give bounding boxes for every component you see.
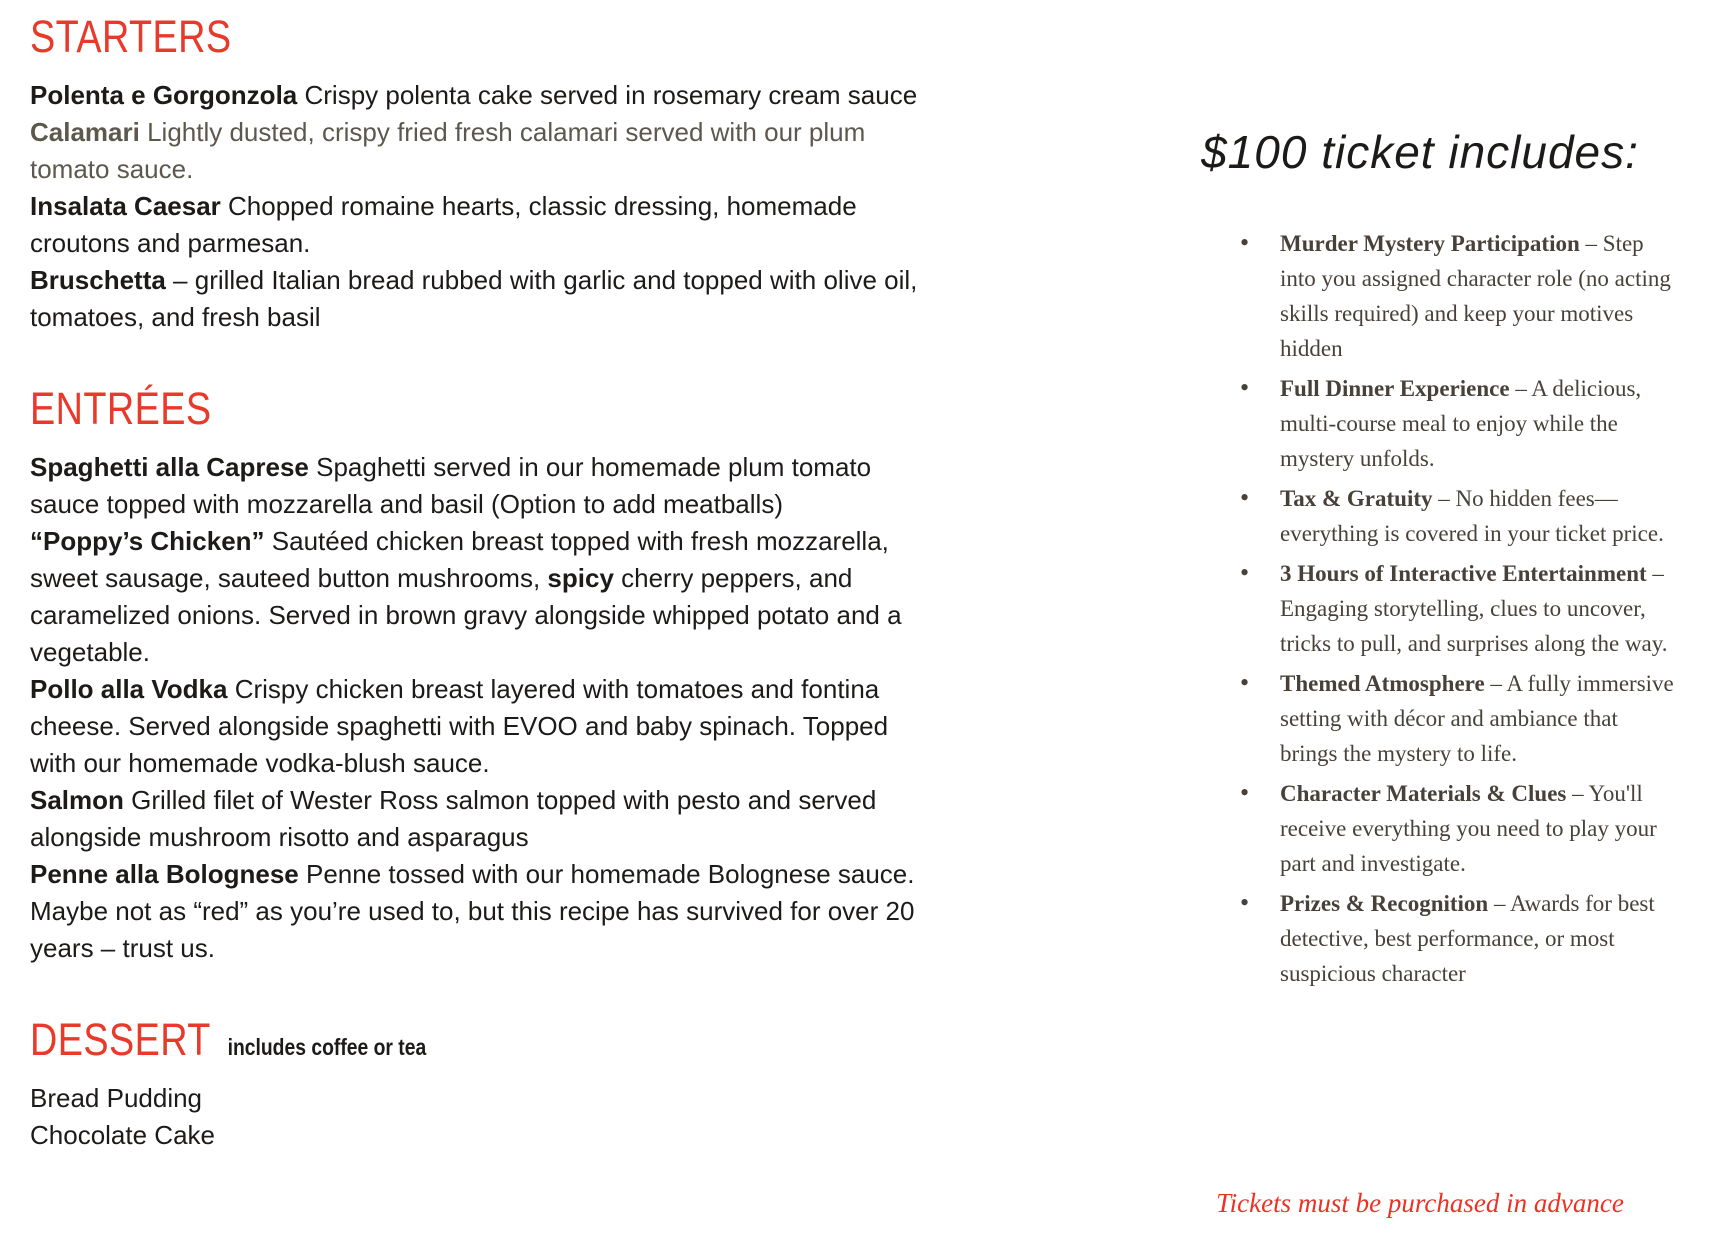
menu-item-segment: Chopped romaine hearts, classic dressing, homemade croutons and parmesan. — [30, 191, 857, 258]
menu-item-text — [30, 785, 876, 852]
menu-item-text — [30, 191, 857, 258]
ticket-benefit-title: Themed Atmosphere — [1280, 671, 1485, 696]
menu-items — [30, 449, 935, 967]
ticket-benefit-text: – You'll receive everything you need to play your part and investigate. — [1280, 781, 1657, 876]
menu-item — [30, 782, 935, 856]
section-title — [30, 383, 935, 439]
section-title-word: STARTERS — [30, 11, 232, 62]
menu-item-segment: “Poppy’s Chicken” — [30, 526, 272, 556]
ticket-benefit-item — [1280, 886, 1680, 991]
menu-item-segment: Calamari — [30, 117, 148, 147]
menu-item-segment: Lightly dusted, crispy fried fresh calamari served with our plum tomato sauce. — [30, 117, 866, 184]
ticket-benefit-item — [1280, 371, 1680, 476]
menu-items — [30, 77, 935, 336]
menu-item-text — [30, 265, 917, 332]
menu-section — [30, 11, 935, 336]
menu-item-segment: Grilled filet of Wester Ross salmon topped with pesto and served alongside mushroom risotto and asparagus — [30, 785, 877, 852]
menu-item — [30, 1080, 935, 1117]
menu-item-segment: spicy — [547, 563, 622, 593]
section-title-word: ENTRÉES — [30, 383, 212, 434]
ticket-benefit-title: Tax & Gratuity — [1280, 486, 1433, 511]
ticket-benefit-text: – A fully immersive setting with décor and ambiance that brings the mystery to life. — [1280, 671, 1674, 766]
ticket-benefit-item — [1280, 776, 1680, 881]
menu-item-segment: Penne tossed with our homemade Bolognese sauce. Maybe not as “red” as you’re used to, but this recipe has survived for over 20 years – trust us. — [30, 859, 915, 963]
menu-item-text — [30, 452, 871, 519]
bullet-icon — [1240, 480, 1249, 516]
ticket-benefit-text: – A delicious, multi-course meal to enjoy while the mystery unfolds. — [1280, 376, 1642, 471]
menu-item-segment: Spaghetti served in our homemade plum tomato sauce topped with mozzarella and basil (Option to add meatballs) — [30, 452, 872, 519]
menu-item — [30, 188, 935, 262]
section-title-text — [30, 383, 228, 439]
ticket-benefit-item — [1280, 666, 1680, 771]
bullet-icon — [1240, 225, 1249, 261]
section-title-suffix: includes coffee or tea — [227, 1034, 427, 1060]
menu-section — [30, 383, 935, 967]
menu-section — [30, 1014, 935, 1154]
menu-item-segment: Bread Pudding — [30, 1083, 203, 1113]
ticket-benefit-title: Prizes & Recognition — [1280, 891, 1489, 916]
menu-item-text — [30, 1083, 202, 1113]
menu-item-segment: Crispy chicken breast layered with tomatoes and fontina cheese. Served alongside spaghetti with EVOO and baby spinach. Topped with our homemade vodka-blush sauce. — [30, 674, 889, 778]
ticket-benefit-text: – Step into you assigned character role (no acting skills required) and keep your motives hidden — [1280, 231, 1671, 361]
section-title-text — [30, 11, 248, 67]
menu-item-text — [30, 117, 865, 184]
menu-item-segment: Crispy polenta cake served in rosemary cream sauce — [304, 80, 918, 110]
menu-item-segment: Salmon — [30, 785, 132, 815]
menu-item-segment: Spaghetti alla Caprese — [30, 452, 317, 482]
ticket-benefit-text: – No hidden fees—everything is covered in your ticket price. — [1280, 486, 1664, 546]
menu-item — [30, 856, 935, 967]
menu-column — [30, 11, 935, 1204]
ticket-benefit-text: – Engaging storytelling, clues to uncover, tricks to pull, and surprises along the way. — [1280, 561, 1668, 656]
ticket-benefit-item — [1280, 226, 1680, 366]
menu-item-segment: Bruschetta — [30, 265, 174, 295]
ticket-benefit-title: Full Dinner Experience — [1280, 376, 1510, 401]
menu-item-segment: cherry peppers, and caramelized onions. Served in brown gravy alongside whipped potato and a vegetable. — [30, 563, 902, 667]
ticket-benefit-item — [1280, 556, 1680, 661]
menu-item — [30, 77, 935, 114]
menu-item-text — [30, 1120, 215, 1150]
menu-item-text — [30, 526, 902, 667]
section-title-text — [30, 1014, 427, 1070]
ticket-panel — [1160, 124, 1680, 996]
bullet-icon — [1240, 775, 1249, 811]
ticket-benefit-title: Murder Mystery Participation — [1280, 231, 1580, 256]
menu-item-segment: Pollo alla Vodka — [30, 674, 235, 704]
menu-item-segment: Chocolate Cake — [30, 1120, 215, 1150]
section-title — [30, 1014, 935, 1070]
menu-item-text — [30, 859, 914, 963]
bullet-icon — [1240, 555, 1249, 591]
ticket-benefit-item — [1280, 481, 1680, 551]
menu-item-segment: Polenta e Gorgonzola — [30, 80, 305, 110]
ticket-benefit-title: Character Materials & Clues — [1280, 781, 1567, 806]
menu-item — [30, 523, 935, 671]
menu-items — [30, 1080, 935, 1154]
menu-item-segment: Penne alla Bolognese — [30, 859, 306, 889]
advance-purchase-note: Tickets must be purchased in advance — [1216, 1188, 1624, 1218]
ticket-benefit-text: – Awards for best detective, best performance, or most suspicious character — [1280, 891, 1655, 986]
menu-item-segment: Insalata Caesar — [30, 191, 229, 221]
menu-item-text — [30, 80, 917, 110]
ticket-benefits-list — [1160, 226, 1680, 991]
menu-item-text — [30, 674, 888, 778]
section-title — [30, 11, 935, 67]
menu-item — [30, 114, 935, 188]
menu-item-segment: Sautéed chicken breast topped with fresh mozzarella, sweet sausage, sauteed button mushrooms, — [30, 526, 889, 593]
ticket-heading: $100 ticket includes: — [1201, 126, 1639, 178]
section-title-word: DESSERT — [30, 1014, 211, 1065]
menu-item — [30, 262, 935, 336]
menu-item — [30, 449, 935, 523]
bullet-icon — [1240, 665, 1249, 701]
bullet-icon — [1240, 370, 1249, 406]
bullet-icon — [1240, 885, 1249, 921]
menu-item — [30, 671, 935, 782]
menu-item — [30, 1117, 935, 1154]
menu-item-segment: – grilled Italian bread rubbed with garlic and topped with olive oil, tomatoes, and fresh basil — [30, 265, 918, 332]
ticket-benefit-title: 3 Hours of Interactive Entertainment — [1280, 561, 1647, 586]
